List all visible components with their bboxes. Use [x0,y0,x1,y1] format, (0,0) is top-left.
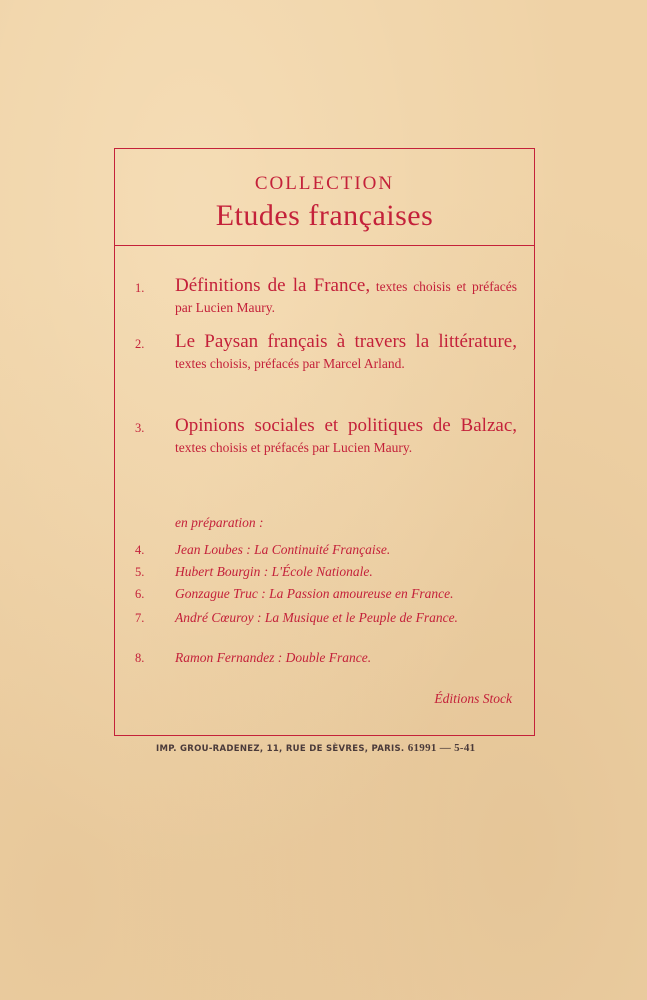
item-description: textes choisis et préfacés par Lucien Maury. [175,279,517,315]
item-number: 7. [135,611,145,625]
list-item [175,275,517,318]
publisher-name: Éditions Stock [434,691,512,706]
header-divider [115,245,534,246]
item-title: Opinions sociales et politiques de Balzac, [175,415,517,436]
preparation-item: Gonzague Truc : La Passion amoureuse en France. [175,586,454,601]
preparation-item: Hubert Bourgin : L'École Nationale. [175,564,373,579]
item-number: 4. [135,543,145,557]
imprint-text: IMP. GROU-RADENEZ, 11, RUE DE SÈVRES, PARIS. [156,744,405,754]
item-number: 8. [135,651,145,665]
item-number: 2. [135,337,145,351]
item-description: textes choisis, préfacés par Marcel Arland. [175,356,405,371]
collection-frame [114,148,535,736]
item-description: textes choisis et préfacés par Lucien Maury. [175,440,413,455]
item-number: 6. [135,587,145,601]
preparation-item: André Cœuroy : La Musique et le Peuple de France. [175,610,458,625]
item-title: Définitions de la France, [175,275,371,296]
item-number: 5. [135,565,145,579]
list-item [175,331,517,374]
collection-label: COLLECTION [254,173,395,194]
item-number: 1. [135,281,145,295]
item-title: Le Paysan français à travers la littérature, [175,331,517,352]
item-number: 3. [135,421,145,435]
imprint-code: 61991 — 5-41 [407,742,476,754]
preparation-item: Jean Loubes : La Continuité Française. [175,542,391,557]
collection-title: Etudes françaises [215,199,434,232]
list-item [175,415,517,458]
printer-imprint [156,742,516,754]
preparation-item: Ramon Fernandez : Double France. [175,650,372,665]
preparation-label: en préparation : [175,515,264,530]
